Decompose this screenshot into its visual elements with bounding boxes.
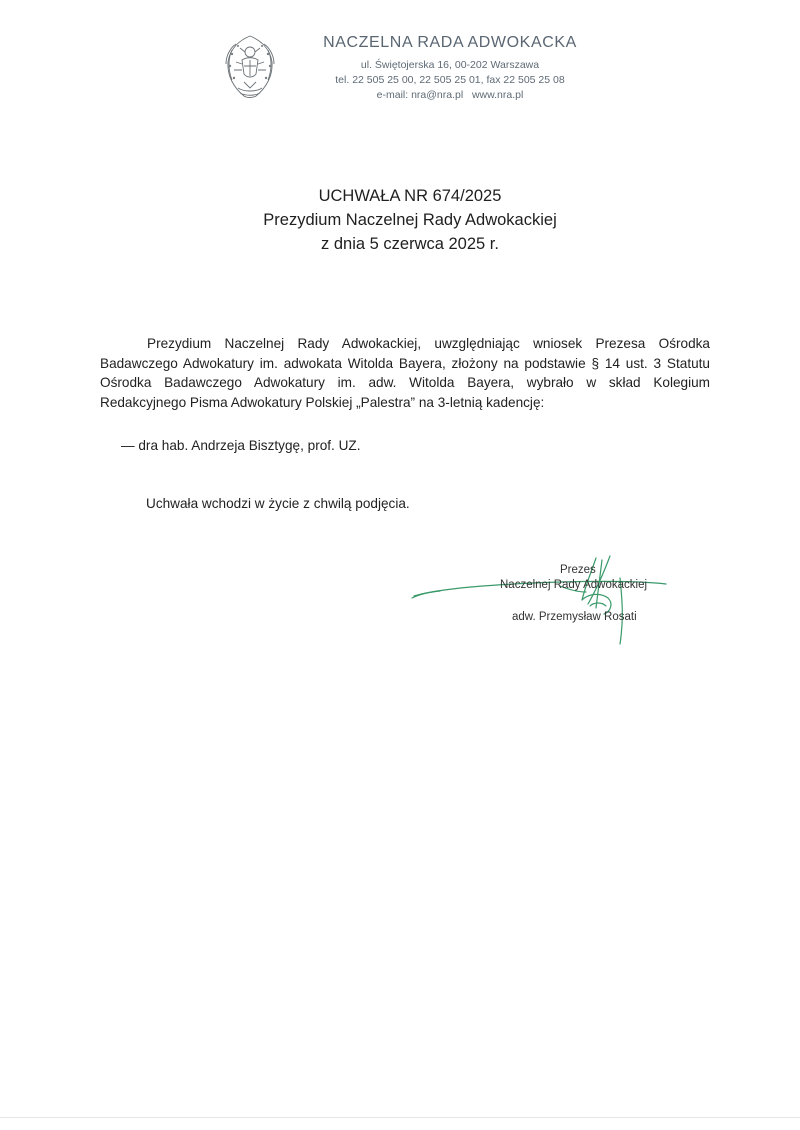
organization-name: NACZELNA RADA ADWOKACKA: [323, 34, 577, 51]
bar-association-seal-icon: [218, 30, 282, 104]
resolution-issuer: Prezydium Naczelnej Rady Adwokackiej: [263, 211, 557, 229]
resolution-number: UCHWAŁA NR 674/2025: [318, 187, 502, 205]
signatory-organization: Naczelnej Rady Adwokackiej: [500, 579, 648, 591]
signature-block: [410, 548, 690, 658]
organization-contact: e-mail: nra@nra.pl www.nra.pl: [376, 89, 524, 101]
resolution-body-text: Prezydium Naczelnej Rady Adwokackiej, uwzględniając wniosek Prezesa Ośrodka Badawczego Adwokatury im. adwokata Witolda Bayera, złożony na podstawie § 14 ust. 3 Statutu Ośrodka Badawczego Adwokatury im. adw. Witolda Bayera, wybrało w skład Kolegium Redakcyjnego Pisma Adwokatury Polskiej „Palestra” na 3-letnią kadencję:: [100, 336, 710, 410]
page-bottom-edge: [0, 1117, 800, 1118]
resolution-body-paragraph: [100, 334, 710, 412]
resolution-date: z dnia 5 czerwca 2025 r.: [321, 235, 499, 253]
organization-address: ul. Świętojerska 16, 00-202 Warszawa: [360, 59, 540, 71]
appointee-list-item: — dra hab. Andrzeja Bisztygę, prof. UZ.: [121, 438, 361, 453]
signatory-title: Prezes: [560, 564, 596, 576]
closing-statement: Uchwała wchodzi w życie z chwilą podjęcia.: [146, 496, 410, 511]
organization-phone: tel. 22 505 25 00, 22 505 25 01, fax 22 505 25 08: [335, 74, 565, 86]
signatory-name: adw. Przemysław Rosati: [512, 611, 637, 623]
resolution-title: [150, 184, 670, 256]
letterhead: [300, 33, 600, 103]
handwritten-signature-icon: [410, 548, 690, 658]
